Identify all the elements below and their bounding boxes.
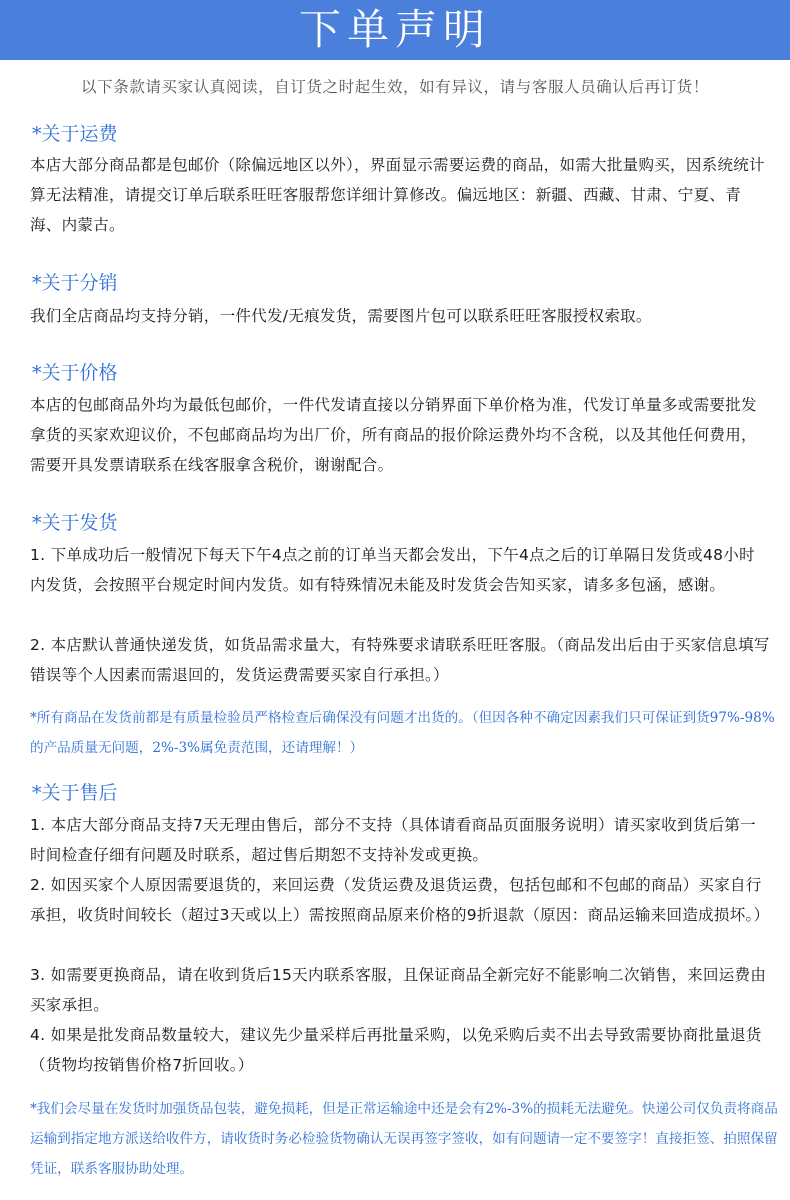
section-heading-price: *关于价格	[32, 362, 118, 384]
section-text-shipping-fee: 本店大部分商品都是包邮价（除偏远地区以外），界面显示需要运费的商品，如需大批量购买，因系统统计算无法精准，请提交订单后联系旺旺客服帮您详细计算修改。偏远地区：新疆、西藏、甘肃、宁夏、青海、内蒙古。	[30, 156, 765, 234]
after-sales-item-4: 4. 如果是批发商品数量较大，建议先少量采样后再批量采购，以免采购后卖不出去导致需要协商批量退货（货物均按销售价格7折回收。）	[30, 1026, 762, 1074]
after-sales-item-1: 1. 本店大部分商品支持7天无理由售后，部分不支持（具体请看商品页面服务说明）请买家收到货后第一时间检查仔细有问题及时联系，超过售后期恕不支持补发或更换。	[30, 816, 756, 864]
intro-notice: 以下条款请买家认真阅读，自订货之时起生效，如有异议，请与客服人员确认后再订货！	[81, 78, 709, 96]
after-sales-item-2: 2. 如因买家个人原因需要退货的，来回运费（发货运费及退货运费，包括包邮和不包邮的商品）买家自行承担，收货时间较长（超过3天或以上）需按照商品原来价格的9折退款（原因：商品运输来回造成损坏。）	[30, 876, 770, 924]
section-heading-after-sales: *关于售后	[32, 782, 118, 804]
section-text-price: 本店的包邮商品外均为最低包邮价，一件代发请直接以分销界面下单价格为准，代发订单量多或需要批发拿货的买家欢迎议价，不包邮商品均为出厂价，所有商品的报价除运费外均不含税，以及其他任何费用，需要开具发票请联系在线客服拿含税价，谢谢配合。	[30, 396, 757, 474]
section-heading-shipping-fee: *关于运费	[32, 123, 118, 145]
section-heading-distribution: *关于分销	[32, 272, 118, 294]
delivery-item-2: 2. 本店默认普通快递发货，如货品需求量大，有特殊要求请联系旺旺客服。（商品发出后由于买家信息填写错误等个人因素而需退回的，发货运费需要买家自行承担。）	[30, 636, 770, 684]
section-heading-delivery: *关于发货	[32, 512, 118, 534]
after-sales-item-3: 3. 如需要更换商品，请在收到货后15天内联系客服，且保证商品全新完好不能影响二次销售，来回运费由买家承担。	[30, 966, 767, 1014]
delivery-quality-note: *所有商品在发货前都是有质量检验员严格检查后确保没有问题才出货的。（但因各种不确定因素我们只可保证到货97%-98%的产品质量无问题，2%-3%属免责范围，还请理解！）	[30, 710, 775, 756]
after-sales-packaging-note: *我们会尽量在发货时加强货品包装，避免损耗，但是正常运输途中还是会有2%-3%的损耗无法避免。快递公司仅负责将商品运输到指定地方派送给收件方，请收货时务必检验货物确认无误再签字签收，如有问题请一定不要签字！直接拒签、拍照保留凭证，联系客服协助处理。	[30, 1101, 778, 1177]
section-text-distribution: 我们全店商品均支持分销，一件代发/无痕发货，需要图片包可以联系旺旺客服授权索取。	[30, 307, 652, 325]
delivery-item-1: 1. 下单成功后一般情况下每天下午4点之前的订单当天都会发出，下午4点之后的订单隔日发货或48小时内发货，会按照平台规定时间内发货。如有特殊情况未能及时发货会告知买家，请多多包涵，感谢。	[30, 546, 755, 594]
page-title: 下单声明	[298, 5, 491, 54]
